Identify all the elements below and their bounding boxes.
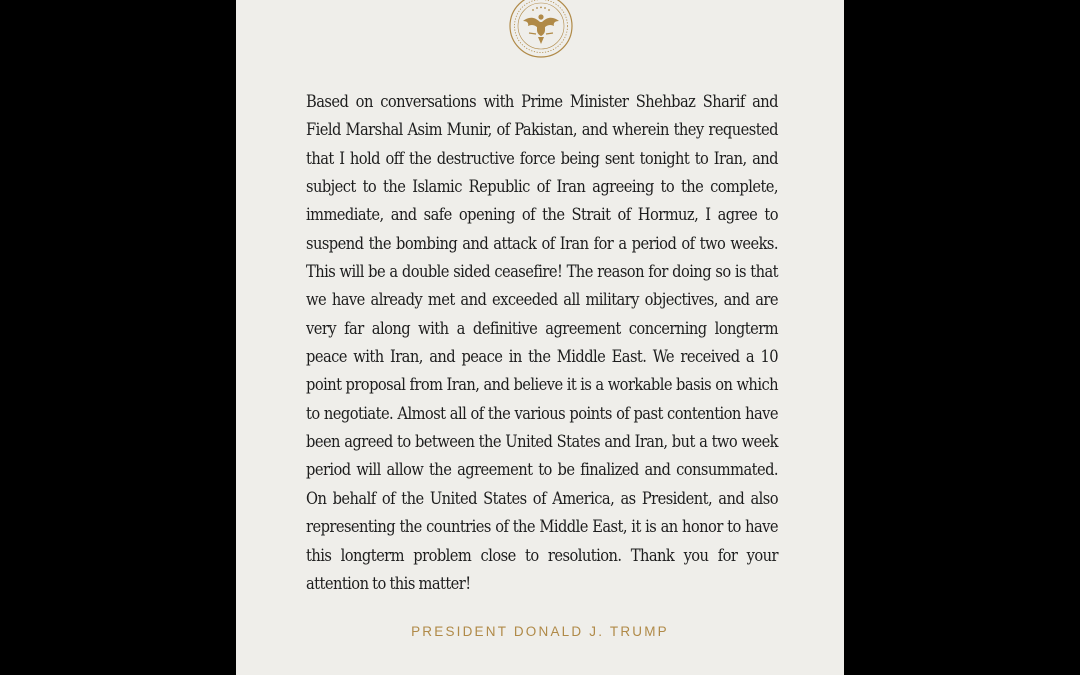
presidential-seal-icon xyxy=(507,0,575,58)
signature: PRESIDENT DONALD J. TRUMP xyxy=(411,624,669,639)
statement-page xyxy=(236,0,844,675)
statement-body: Based on conversations with Prime Minister Shehbaz Sharif and Field Marshal Asim Munir, of Pakistan, and wherein they requested that I hold off the destructive force being sent tonight to Iran, and subject to the Islamic Republic of Iran agreeing to the complete, immediate, and safe opening of the Strait of Hormuz, I agree to suspend the bombing and attack of Iran for a period of two weeks. This will be a double sided ceasefire! The reason for doing so is that we have already met and exceeded all military objectives, and are very far along with a definitive agreement concerning longterm peace with Iran, and peace in the Middle East. We received a 10 point proposal from Iran, and believe it is a workable basis on which to negotiate. Almost all of the various points of past contention have been agreed to between the United States and Iran, but a two week period will allow the agreement to be finalized and consummated. On behalf of the United States of America, as President, and also representing the countries of the Middle East, it is an honor to have this longterm problem close to resolution. Thank you for your attention to this matter! xyxy=(306,92,778,593)
